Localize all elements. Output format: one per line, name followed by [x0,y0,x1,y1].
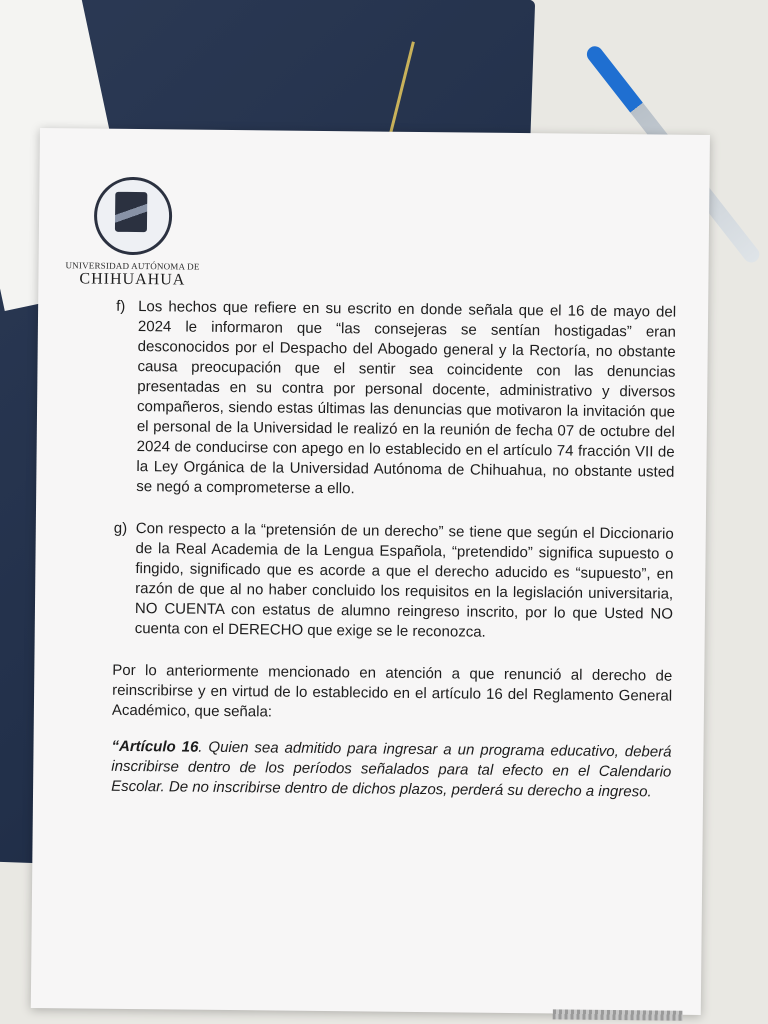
university-name-line1: UNIVERSIDAD AUTÓNOMA DE [65,260,200,272]
article-quote [111,737,672,803]
item-text: Los hechos que refiere en su escrito en donde señala que el 16 de mayo del 2024 le informaron que “las consejeras se sentían hostigadas” eran desconocidos por el Despacho del Abogado general y la Rectoría, no obstante causa preocupación que el sentir sea coincidente con las denuncias presentadas en su contra por personal docente, administrativo y diversos compañeros, siendo estas últimas las denuncias que motivaron la invitación que el personal de la Universidad le realizó en la reunión de fecha 07 de octubre del 2024 de conducirse con apego en lo establecido en el artículo 74 fracción VII de la Ley Orgánica de la Universidad Autónoma de Chihuahua, no obstante usted se negó a comprometerse a ello. [136,298,677,498]
university-logo [62,176,203,289]
document-page [31,128,710,1015]
list-item [114,297,676,503]
item-text: Con respecto a la “pretensión de un derecho” se tiene que según el Diccionario de la Real Academia de la Lengua Española, “pretendido” significa supuesto o fingido, significado que es acorde a que el derecho aducido es “supuesto”, en razón de que al no haber concluido los requisitos en la legislación universitaria, NO CUENTA con estatus de alumno reingreso inscrito, por lo que Usted NO cuenta con el DERECHO que exige se le reconozca. [134,520,674,641]
item-letter: f) [116,297,126,315]
article-text: . Quien sea admitido para ingresar a un programa educativo, deberá inscribirse dentro de los períodos señalados para tal efecto en el Calendario Escolar. De no inscribirse dentro de dichos plazos, perderá su derecho a ingreso. [111,738,672,801]
item-letter: g) [113,519,128,537]
list-item [113,519,674,645]
university-seal-icon [94,177,173,256]
page-marker [553,1009,683,1020]
closing-paragraph: Por lo anteriormente mencionado en atención a que renunció al derecho de reinscribirse y en virtud de lo establecido en el artículo 16 del Reglamento General Académico, que señala: [111,661,673,721]
document-body [111,297,676,803]
university-name-line2: CHIHUAHUA [79,270,186,289]
article-title: “Artículo 16 [111,737,199,756]
